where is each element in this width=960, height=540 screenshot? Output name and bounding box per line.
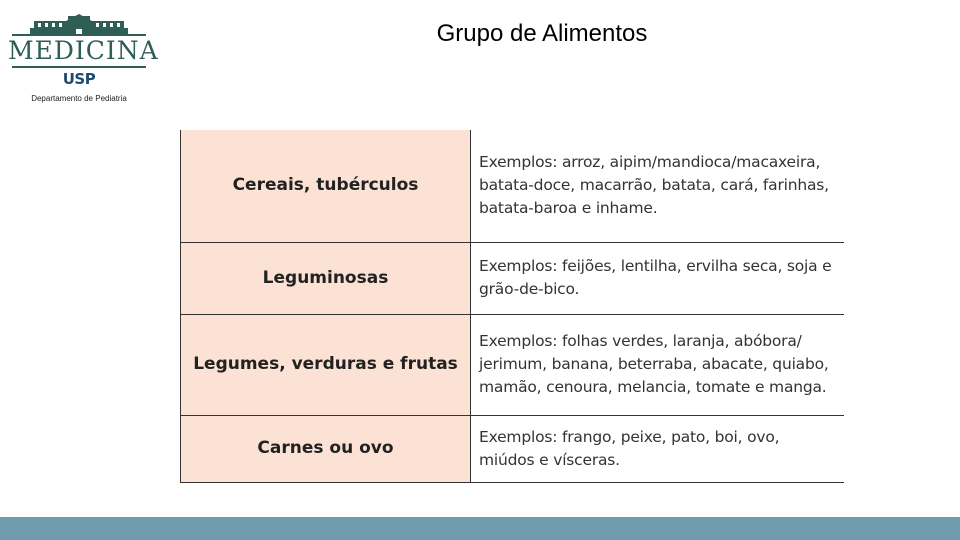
table-row (181, 130, 845, 242)
logo-department: Departamento de Pediatria (31, 94, 127, 103)
table-row (181, 242, 845, 314)
footer-bar (0, 517, 960, 540)
category-cell: Cereais, tubérculos (181, 130, 471, 242)
examples-cell: Exemplos: folhas verdes, laranja, abóbora/ jerimum, banana, beterraba, abacate, quiabo, mamão, cenoura, melancia, tomate e manga. (471, 314, 845, 415)
category-cell: Leguminosas (181, 242, 471, 314)
category-cell: Carnes ou ovo (181, 415, 471, 482)
table-row (181, 314, 845, 415)
table-row (181, 415, 845, 482)
slide-title: Grupo de Alimentos (436, 20, 648, 47)
logo-rule-bottom (12, 66, 146, 68)
category-cell: Legumes, verduras e frutas (181, 314, 471, 415)
examples-cell: Exemplos: frango, peixe, pato, boi, ovo, miúdos e vísceras. (471, 415, 845, 482)
food-groups-table (180, 130, 844, 483)
logo-institution: USP (62, 70, 96, 88)
examples-cell: Exemplos: feijões, lentilha, ervilha seca, soja e grão-de-bico. (471, 242, 845, 314)
logo-name: MEDICINA (8, 36, 159, 65)
examples-cell: Exemplos: arroz, aipim/mandioca/macaxeira, batata-doce, macarrão, batata, cará, farinhas, batata-baroa e inhame. (471, 130, 845, 242)
